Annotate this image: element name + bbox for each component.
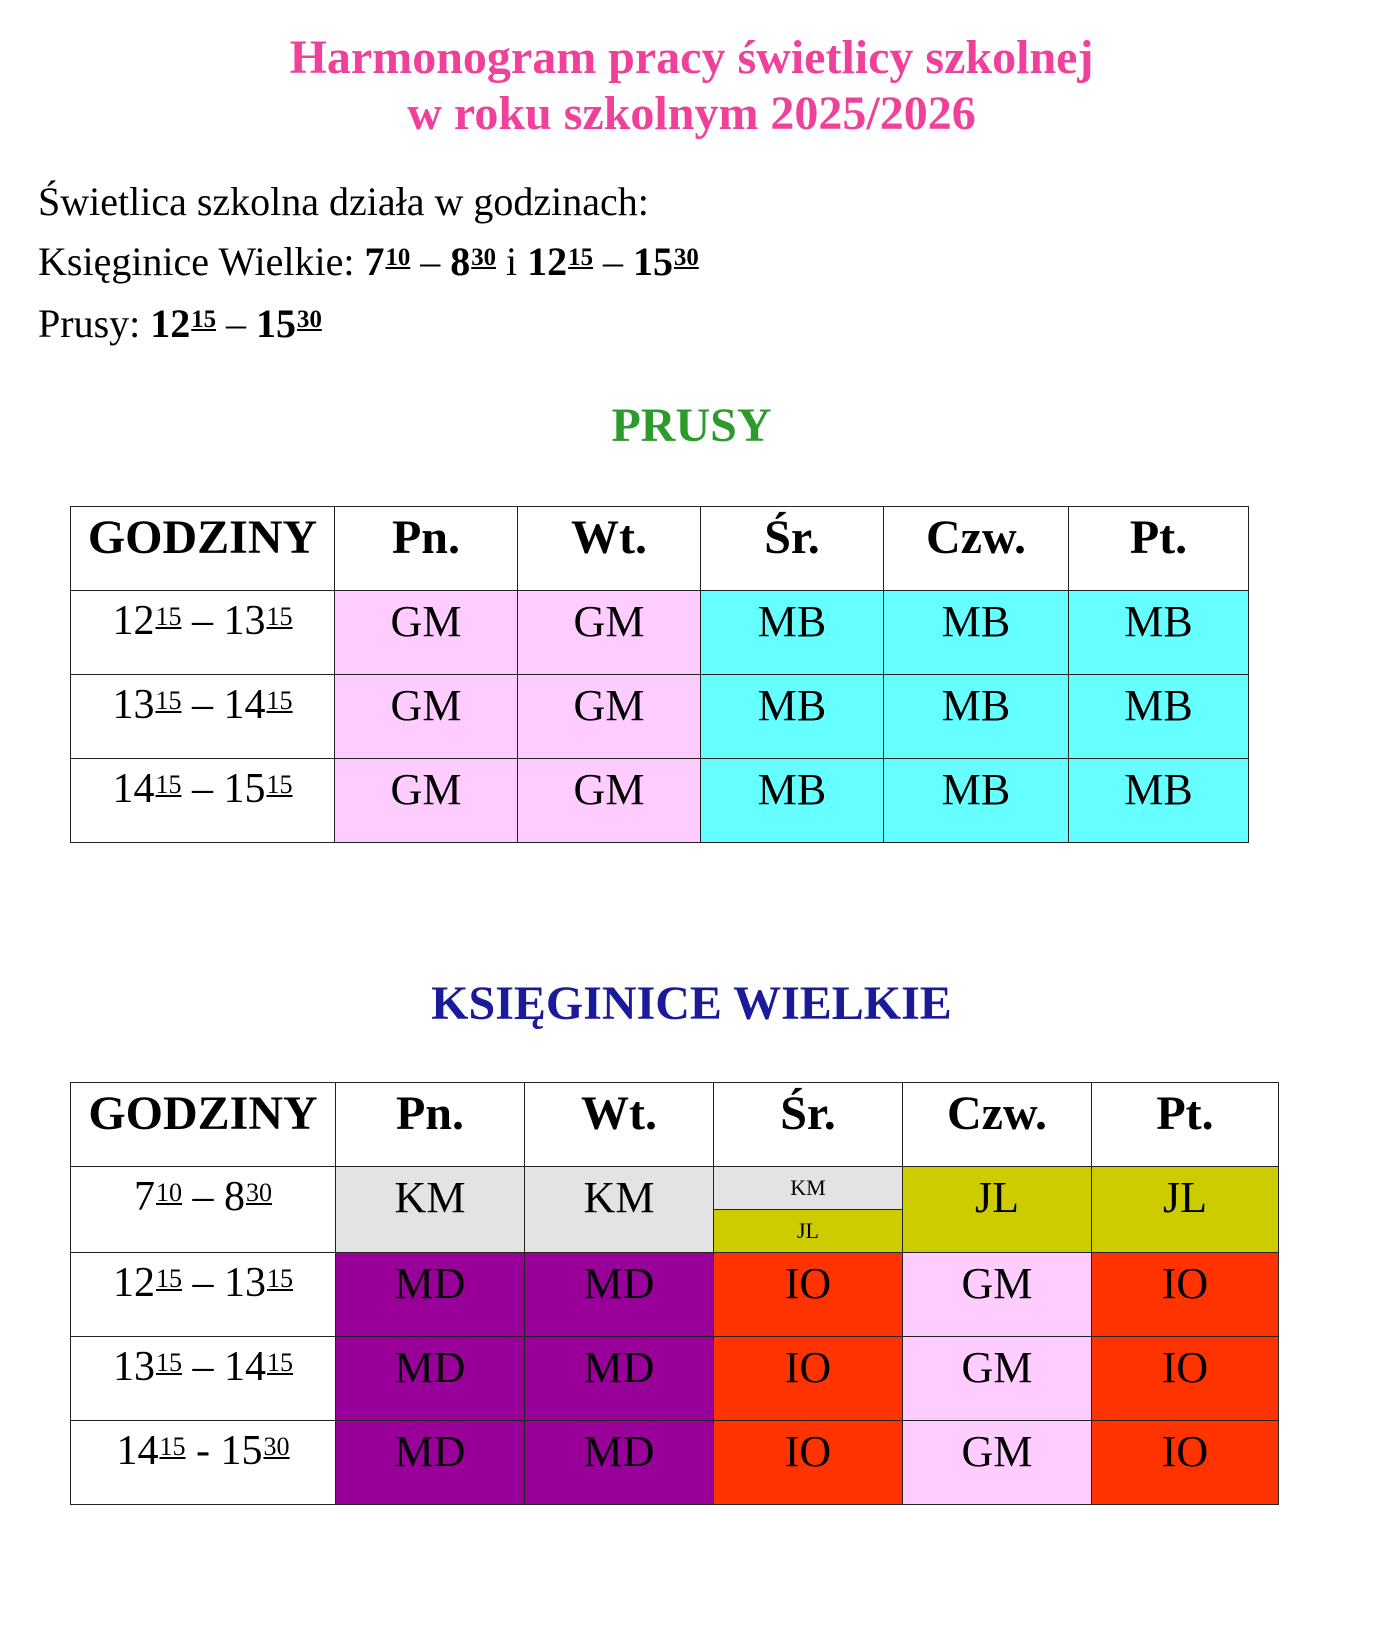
time-separator: –: [182, 1174, 224, 1220]
time-start-hour: 13: [112, 1344, 155, 1390]
staff-cell: [903, 1337, 1092, 1421]
time-end-hour: 14: [223, 682, 266, 728]
staff-cell: [336, 1253, 525, 1337]
staff-cell: [518, 591, 701, 675]
staff-initials: MB: [1124, 597, 1193, 646]
time-start-hour: 14: [112, 766, 155, 812]
staff-initials: JL: [714, 1209, 902, 1252]
staff-cell: [336, 1167, 525, 1253]
page-title-line-1: Harmonogram pracy świetlicy szkolnej: [289, 31, 1094, 84]
time-separator: –: [181, 766, 224, 812]
staff-cell: [701, 759, 884, 843]
time-end-hour: 14: [224, 1344, 266, 1390]
table-row: [71, 1421, 1279, 1505]
schedule-table-ksieginice: [70, 1082, 1279, 1505]
staff-initials: MD: [394, 1427, 466, 1476]
staff-cell: [714, 1421, 903, 1505]
time-separator: –: [182, 1260, 224, 1306]
staff-cell: [518, 759, 701, 843]
staff-initials: MB: [757, 681, 827, 730]
hours-ksieginice: Księginice Wielkie: $7^{10} - 8^{30}$ i $12^{15} - 15^{30}$: [38, 239, 699, 284]
staff-initials: MB: [941, 681, 1011, 730]
table-row: [71, 1253, 1279, 1337]
staff-cell: [1069, 591, 1249, 675]
staff-initials: IO: [1161, 1343, 1209, 1392]
time-separator: –: [182, 1344, 224, 1390]
staff-initials: GM: [961, 1343, 1033, 1392]
staff-cell: [1092, 1167, 1279, 1253]
time-slot-cell: [71, 1253, 336, 1337]
staff-initials: MB: [941, 597, 1011, 646]
staff-initials: IO: [784, 1427, 832, 1476]
staff-initials: MB: [1124, 765, 1193, 814]
staff-initials: GM: [390, 597, 462, 646]
staff-cell: [884, 591, 1069, 675]
staff-cell: [884, 759, 1069, 843]
table-row: [71, 1167, 1279, 1253]
staff-initials: MB: [757, 765, 827, 814]
time-start-minute: 15: [155, 1264, 182, 1293]
staff-cell: [335, 759, 518, 843]
time-start-hour: 13: [112, 682, 155, 728]
time-start-minute: 15: [159, 1432, 186, 1461]
staff-initials: MD: [583, 1343, 655, 1392]
staff-cell: [525, 1421, 714, 1505]
staff-cell: [884, 675, 1069, 759]
column-header-5: Pt.: [1092, 1083, 1279, 1167]
staff-cell: [714, 1253, 903, 1337]
column-header-4: Czw.: [884, 507, 1069, 591]
time-end-minute: 15: [266, 770, 293, 799]
time-separator: –: [181, 598, 224, 644]
staff-initials: JL: [975, 1173, 1019, 1222]
staff-cell: [714, 1337, 903, 1421]
time-separator: -: [185, 1428, 221, 1474]
column-header-1: Pn.: [336, 1083, 525, 1167]
staff-initials: MB: [757, 597, 827, 646]
time-end-minute: 15: [267, 1348, 294, 1377]
section-heading-ksieginice: KSIĘGINICE WIELKIE: [431, 977, 952, 1030]
hours-prusy: Prusy: $12^{15} - 15^{30}$: [38, 301, 322, 346]
time-end-minute: 15: [267, 1264, 294, 1293]
section-heading-prusy: PRUSY: [611, 399, 772, 452]
time-end-hour: 8: [224, 1174, 245, 1220]
staff-initials: GM: [573, 765, 645, 814]
time-start-minute: 10: [155, 1178, 182, 1207]
time-start-minute: 15: [155, 602, 182, 631]
staff-cell: [518, 675, 701, 759]
time-start-hour: 12: [112, 598, 155, 644]
staff-cell: [335, 591, 518, 675]
staff-initials: IO: [1161, 1259, 1209, 1308]
staff-cell: [525, 1253, 714, 1337]
column-header-0: GODZINY: [71, 507, 335, 591]
staff-cell: [714, 1167, 903, 1253]
split-staff-cell: [714, 1167, 902, 1252]
time-separator: –: [181, 682, 224, 728]
staff-initials: JL: [1163, 1173, 1207, 1222]
staff-initials: GM: [573, 681, 645, 730]
staff-initials: MD: [394, 1343, 466, 1392]
schedule-table-prusy: [70, 506, 1249, 843]
staff-initials: IO: [1161, 1427, 1209, 1476]
column-header-2: Wt.: [518, 507, 701, 591]
staff-cell: [336, 1421, 525, 1505]
staff-initials: MD: [583, 1259, 655, 1308]
staff-cell: [1092, 1253, 1279, 1337]
time-start-hour: 12: [112, 1260, 155, 1306]
staff-cell: [903, 1253, 1092, 1337]
table-row: [71, 1337, 1279, 1421]
staff-cell: [1069, 759, 1249, 843]
staff-initials: KM: [714, 1167, 902, 1209]
time-start-minute: 15: [155, 770, 182, 799]
staff-initials: GM: [961, 1259, 1033, 1308]
time-end-hour: 13: [224, 1260, 266, 1306]
staff-cell: [1092, 1337, 1279, 1421]
time-end-hour: 15: [220, 1428, 263, 1474]
time-slot-cell: [71, 1421, 336, 1505]
staff-cell: [1069, 675, 1249, 759]
table-row: [71, 591, 1249, 675]
staff-initials: MD: [394, 1259, 466, 1308]
staff-initials: GM: [961, 1427, 1033, 1476]
time-end-hour: 15: [223, 766, 266, 812]
time-start-hour: 14: [116, 1428, 159, 1474]
staff-initials: IO: [784, 1343, 832, 1392]
column-header-5: Pt.: [1069, 507, 1249, 591]
staff-initials: GM: [573, 597, 645, 646]
column-header-4: Czw.: [903, 1083, 1092, 1167]
time-end-hour: 13: [223, 598, 266, 644]
column-header-3: Śr.: [701, 507, 884, 591]
time-end-minute: 30: [246, 1178, 273, 1207]
time-slot-cell: [71, 1337, 336, 1421]
staff-cell: [525, 1337, 714, 1421]
staff-initials: IO: [784, 1259, 832, 1308]
page-title-line-2: w roku szkolnym 2025/2026: [407, 87, 976, 140]
staff-initials: MB: [1124, 681, 1193, 730]
time-end-minute: 15: [266, 686, 293, 715]
time-start-minute: 15: [155, 1348, 182, 1377]
staff-initials: MD: [583, 1427, 655, 1476]
hours-intro: Świetlica szkolna działa w godzinach:: [38, 179, 649, 224]
staff-cell: [701, 675, 884, 759]
staff-cell: [903, 1167, 1092, 1253]
staff-cell: [525, 1167, 714, 1253]
column-header-2: Wt.: [525, 1083, 714, 1167]
staff-cell: [335, 675, 518, 759]
staff-cell: [701, 591, 884, 675]
column-header-1: Pn.: [335, 507, 518, 591]
time-slot-cell: [71, 591, 335, 675]
staff-initials: KM: [394, 1173, 466, 1222]
staff-initials: GM: [390, 681, 462, 730]
time-slot-cell: [71, 759, 335, 843]
staff-cell: [903, 1421, 1092, 1505]
time-end-minute: 15: [266, 602, 293, 631]
staff-cell: [1092, 1421, 1279, 1505]
column-header-0: GODZINY: [71, 1083, 336, 1167]
staff-initials: MB: [941, 765, 1011, 814]
time-slot-cell: [71, 675, 335, 759]
staff-initials: GM: [390, 765, 462, 814]
table-row: [71, 759, 1249, 843]
table-row: [71, 675, 1249, 759]
staff-cell: [336, 1337, 525, 1421]
time-start-hour: 7: [133, 1174, 155, 1220]
time-end-minute: 30: [263, 1432, 290, 1461]
time-slot-cell: [71, 1167, 336, 1253]
staff-initials: KM: [583, 1173, 655, 1222]
column-header-3: Śr.: [714, 1083, 903, 1167]
time-start-minute: 15: [155, 686, 182, 715]
